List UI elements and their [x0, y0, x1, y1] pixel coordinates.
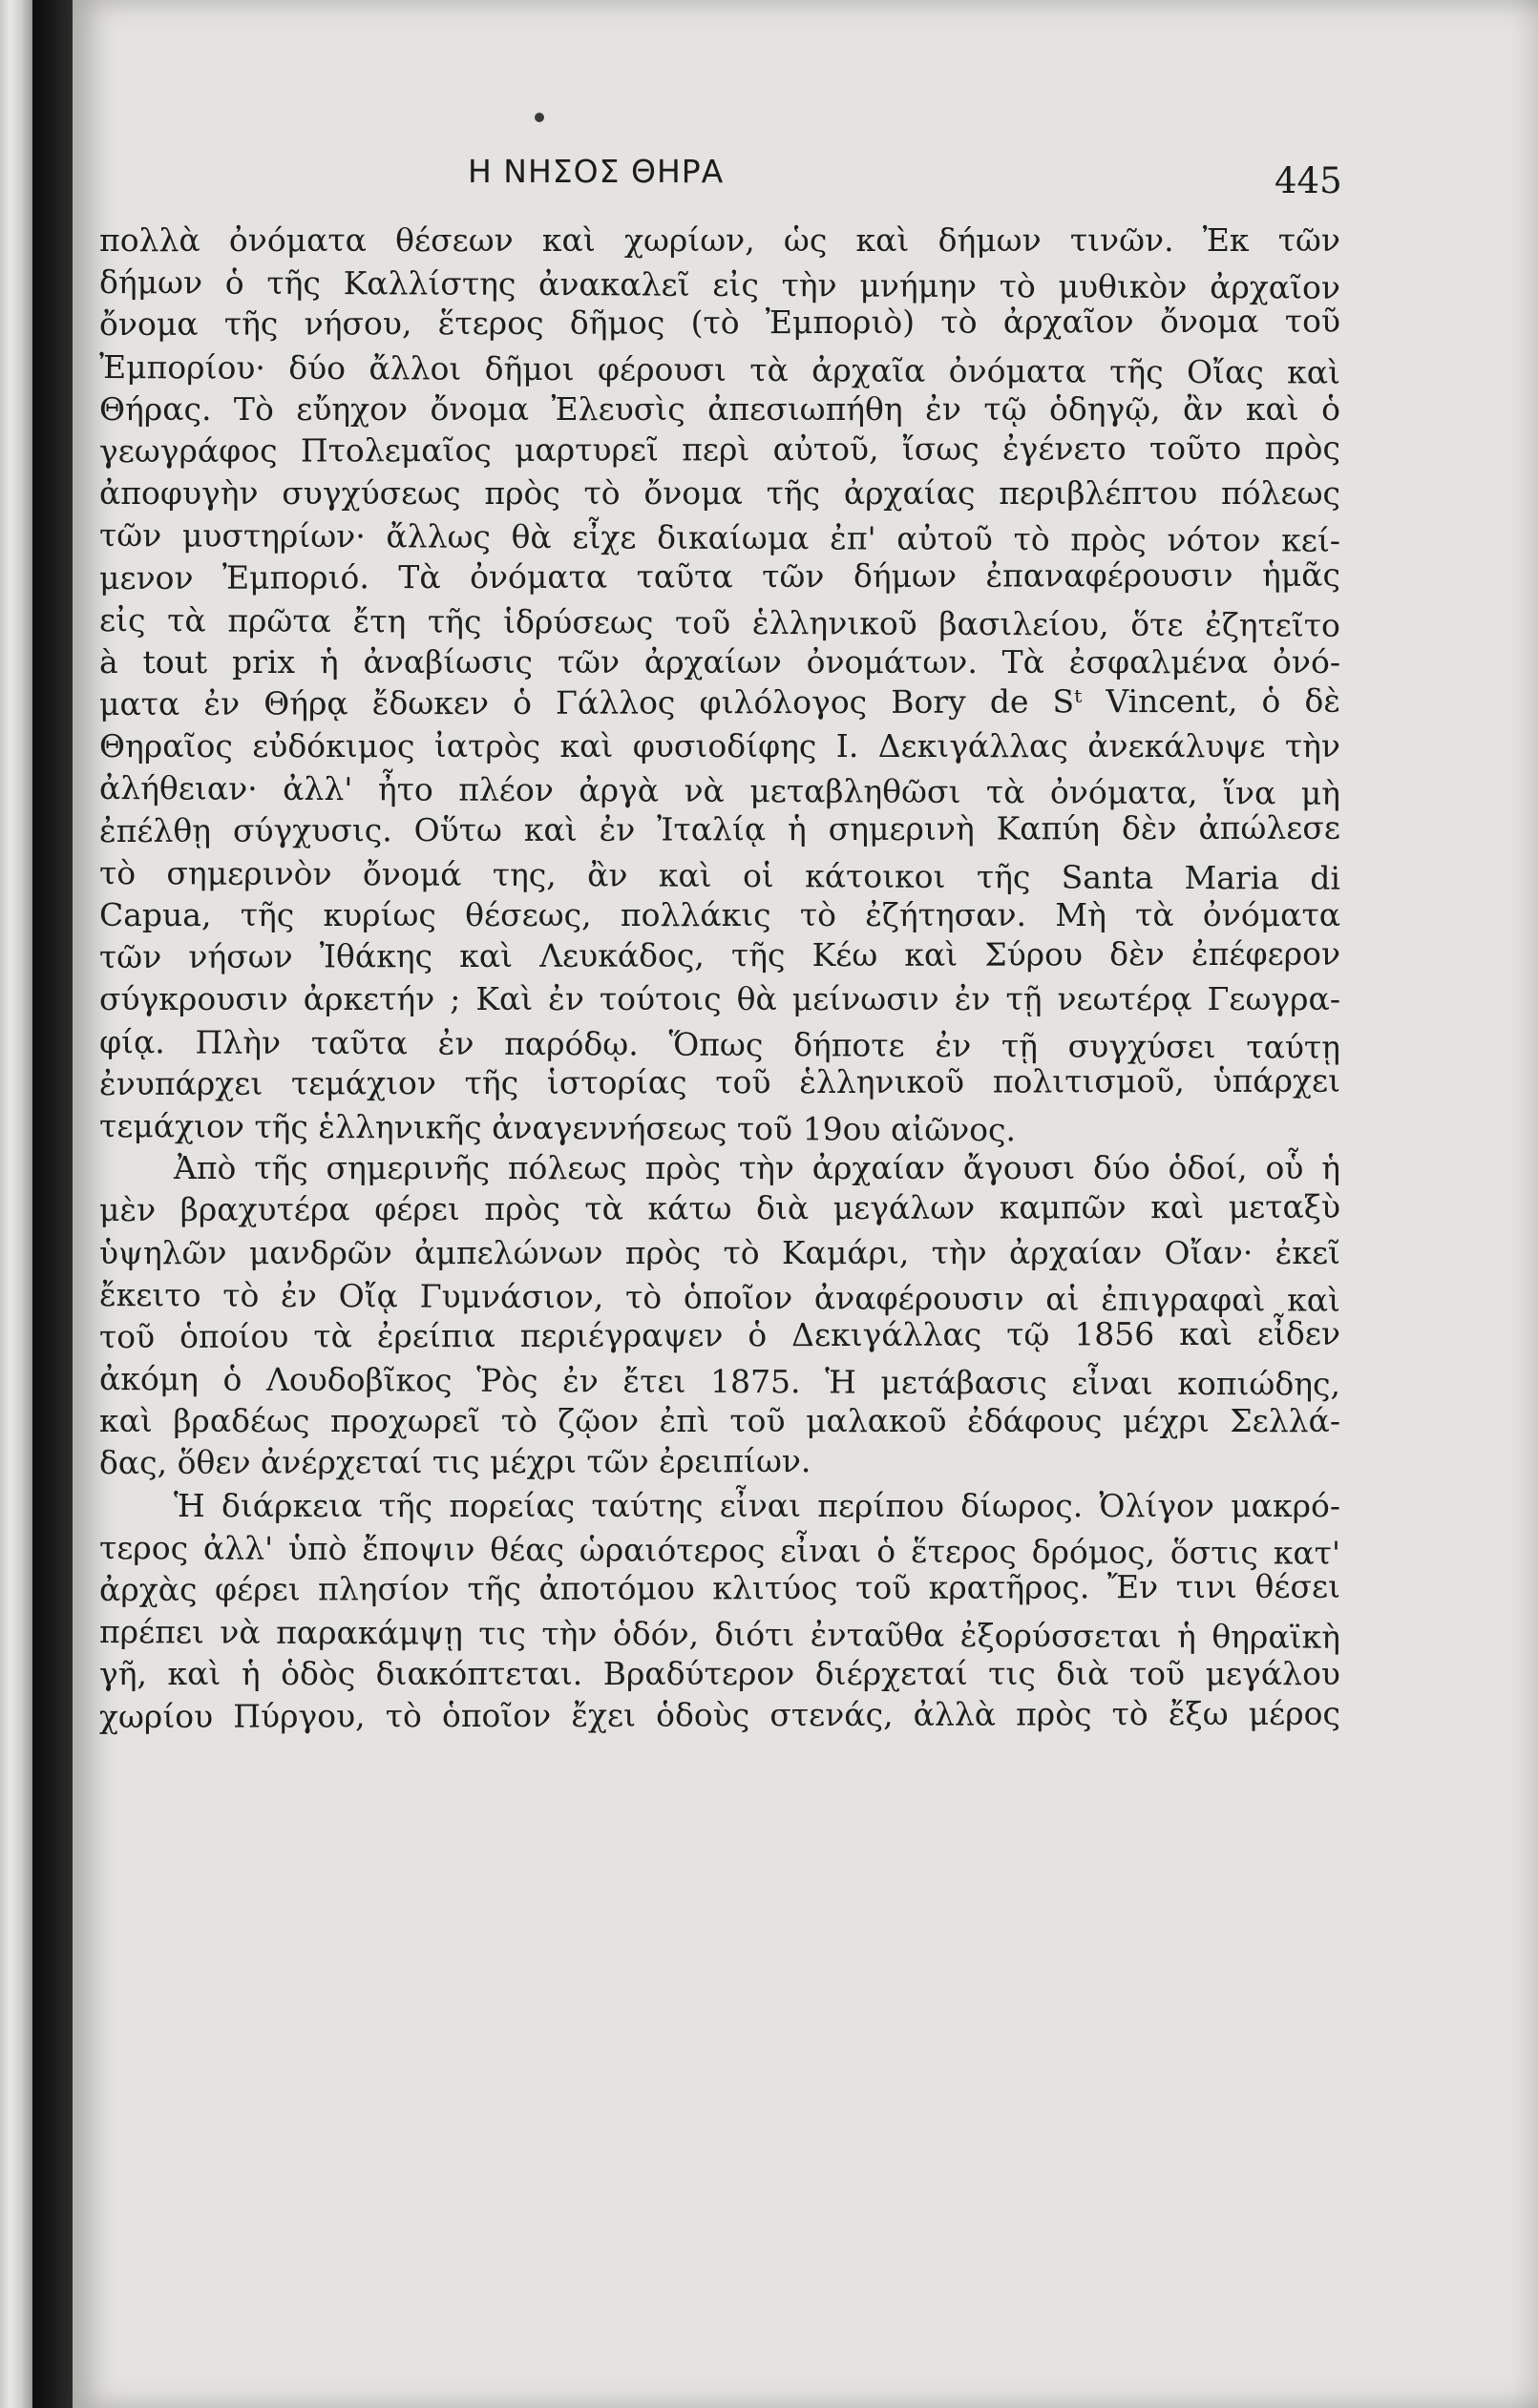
text-line: τεμάχιον τῆς ἑλληνικῆς ἀναγεννήσεως τοῦ 19ου αἰῶνος. [98, 1106, 1017, 1149]
book-binding-edge [0, 0, 32, 2408]
text-line: τῶν μυστηρίων· ἄλλως θὰ εἶχε δικαίωμα ἐπ' αὐτοῦ τὸ πρὸς νότον κεί- [98, 516, 1341, 559]
text-line: Ἀπὸ τῆς σημερινῆς πόλεως πρὸς τὴν ἀρχαίαν ἄγουσι δύο ὁδοί, οὗ ἡ [174, 1149, 1340, 1187]
text-line: à tout prix ἡ ἀναβίωσις τῶν ἀρχαίων ὀνομάτων. Τὰ ἐσφαλμένα ὀνό- [99, 642, 1340, 681]
text-line: εἰς τὰ πρῶτα ἔτη τῆς ἱδρύσεως τοῦ ἑλληνικοῦ βασιλείου, ὅτε ἐζητεῖτο [98, 600, 1341, 644]
text-line: χωρίου Πύργου, τὸ ὁποῖον ἔχει ὁδοὺς στενάς, ἀλλὰ πρὸς τὸ ἔξω μέρος [98, 1694, 1341, 1735]
text-line: τὸ σημερινὸν ὄνομά της, ἂν καὶ οἱ κάτοικοι τῆς Santa Maria di [98, 853, 1341, 897]
book-gutter-shadow [32, 0, 73, 2408]
text-line: μενον Ἐμποριό. Τὰ ὀνόματα ταῦτα τῶν δήμων ἐπαναφέρουσιν ἡμᾶς [98, 555, 1341, 597]
text-line: Capua, τῆς κυρίως θέσεως, πολλάκις τὸ ἐζήτησαν. Μὴ τὰ ὀνόματα [99, 896, 1340, 933]
text-line: ἀλήθειαν· ἀλλ' ἦτο πλέον ἀργὰ νὰ μεταβληθῶσι τὰ ὀνόματα, ἵνα μὴ [98, 769, 1341, 813]
page-edge-shade [1509, 0, 1538, 2408]
text-line: ἀρχὰς φέρει πλησίον τῆς ἀποτόμου κλιτύος τοῦ κρατῆρος. Ἔν τινι θέσει [98, 1567, 1341, 1608]
page-number: 445 [1275, 160, 1342, 201]
text-line: ἐπέλθῃ σύγχυσις. Οὕτω καὶ ἐν Ἰταλίᾳ ἡ σημερινὴ Καπύη δὲν ἀπώλεσε [98, 808, 1341, 849]
text-line: δήμων ὁ τῆς Καλλίστης ἀνακαλεῖ εἰς τὴν μνήμην τὸ μυθικὸν ἀρχαῖον [98, 263, 1341, 306]
text-line: ματα ἐν Θήρᾳ ἔδωκεν ὁ Γάλλος φιλόλογος Bory de Sᵗ Vincent, ὁ δὲ [98, 681, 1341, 723]
text-line: Ἐμπορίου· δύο ἄλλοι δῆμοι φέρουσι τὰ ἀρχαῖα ὀνόματα τῆς Οἴας καὶ [98, 347, 1341, 391]
text-line: ἀκόμη ὁ Λουδοβῖκος Ῥὸς ἐν ἔτει 1875. Ἡ μετάβασις εἶναι κοπιώδης, [98, 1360, 1341, 1403]
text-line: τοῦ ὁποίου τὰ ἐρείπια περιέγραψεν ὁ Δεκιγάλλας τῷ 1856 καὶ εἶδεν [98, 1314, 1341, 1355]
text-line: ἐνυπάρχει τεμάχιον τῆς ἱστορίας τοῦ ἑλληνικοῦ πολιτισμοῦ, ὑπάρχει [98, 1061, 1341, 1102]
text-line: γεωγράφος Πτολεμαῖος μαρτυρεῖ περὶ αὐτοῦ, ἴσως ἐγένετο τοῦτο πρὸς [98, 429, 1341, 470]
text-line: ἀποφυγὴν συγχύσεως πρὸς τὸ ὄνομα τῆς ἀρχαίας περιβλέπτου πόλεως [99, 474, 1340, 513]
print-dot-mark [535, 113, 544, 122]
text-line: πρέπει νὰ παρακάμψῃ τις τὴν ὁδόν, διότι ἐνταῦθα ἐξορύσσεται ἡ θηραϊκὴ [98, 1613, 1341, 1656]
text-line: τῶν νήσων Ἰθάκης καὶ Λευκάδος, τῆς Κέω καὶ Σύρου δὲν ἐπέφερον [98, 934, 1341, 976]
running-head: Η ΝΗΣΟΣ ΘΗΡΑ [468, 153, 725, 190]
text-line: δας, ὅθεν ἀνέρχεταί τις μέχρι τῶν ἐρειπίων. [98, 1442, 811, 1482]
text-line: μὲν βραχυτέρα φέρει πρὸς τὰ κάτω διὰ μεγάλων καμπῶν καὶ μεταξὺ [98, 1187, 1341, 1229]
text-line: Ἡ διάρκεια τῆς πορείας ταύτης εἶναι περίπου δίωρος. Ὀλίγον μακρό- [174, 1486, 1340, 1524]
text-line: φίᾳ. Πλὴν ταῦτα ἐν παρόδῳ. Ὅπως δήποτε ἐν τῇ συγχύσει ταύτῃ [98, 1022, 1341, 1066]
text-line: καὶ βραδέως προχωρεῖ τὸ ζῷον ἐπὶ τοῦ μαλακοῦ ἐδάφους μέχρι Σελλά- [99, 1402, 1340, 1440]
text-line: πολλὰ ὀνόματα θέσεων καὶ χωρίων, ὡς καὶ δήμων τινῶν. Ἐκ τῶν [99, 221, 1340, 259]
text-line: Θηραῖος εὐδόκιμος ἰατρὸς καὶ φυσιοδίφης Ι. Δεκιγάλλας ἀνεκάλυψε τὴν [99, 727, 1340, 765]
text-line: Θήρας. Τὸ εὔηχον ὄνομα Ἐλευσὶς ἀπεσιωπήθη ἐν τῷ ὁδηγῷ, ἂν καὶ ὁ [99, 389, 1340, 428]
body-text [99, 220, 1340, 1738]
text-line: ὄνομα τῆς νήσου, ἕτερος δῆμος (τὸ Ἐμποριὸ) τὸ ἀρχαῖον ὄνομα τοῦ [98, 302, 1341, 344]
text-line: ἔκειτο τὸ ἐν Οἴᾳ Γυμνάσιον, τὸ ὁποῖον ἀναφέρουσιν αἱ ἐπιγραφαὶ καὶ [98, 1275, 1341, 1319]
text-line: σύγκρουσιν ἀρκετήν ; Καὶ ἐν τούτοις θὰ μείνωσιν ἐν τῇ νεωτέρᾳ Γεωγρα- [99, 980, 1340, 1018]
text-line: τερος ἀλλ' ὑπὸ ἔποψιν θέας ὡραιότερος εἶναι ὁ ἕτερος δρόμος, ὅστις κατ' [98, 1528, 1341, 1572]
text-line: ὑψηλῶν μανδρῶν ἀμπελώνων πρὸς τὸ Καμάρι, τὴν ἀρχαίαν Οἴαν· ἐκεῖ [99, 1233, 1340, 1271]
text-line: γῆ, καὶ ἡ ὁδὸς διακόπτεται. Βραδύτερον διέρχεταί τις διὰ τοῦ μεγάλου [99, 1655, 1340, 1693]
